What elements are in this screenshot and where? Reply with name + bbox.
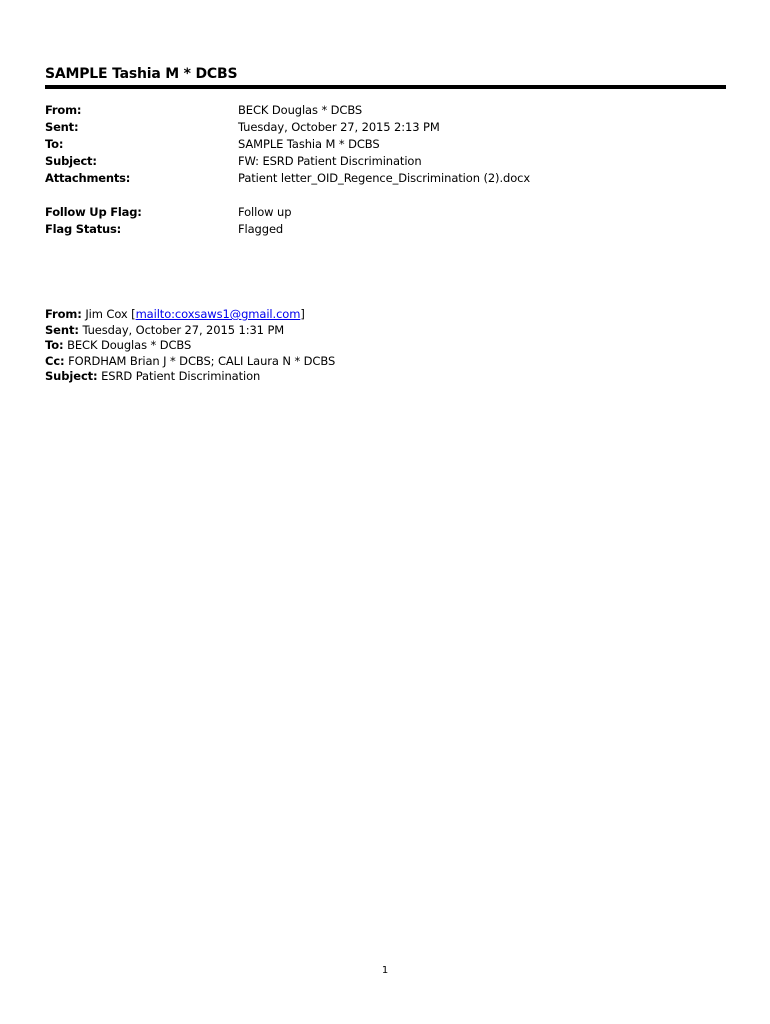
to-value: SAMPLE Tashia M * DCBS — [238, 137, 380, 151]
sender-email-link[interactable]: mailto:coxsaws1@gmail.com — [135, 307, 301, 321]
forwarded-cc-label: Cc: — [45, 353, 65, 368]
sent-label: Sent: — [45, 120, 79, 134]
from-label: From: — [45, 103, 82, 117]
page-number: 1 — [381, 965, 389, 976]
title-divider — [45, 85, 726, 89]
bracket-open: [ — [131, 307, 136, 321]
follow-up-flag-value: Follow up — [238, 205, 292, 219]
sent-value: Tuesday, October 27, 2015 2:13 PM — [238, 120, 440, 134]
header-row-flag-status — [45, 221, 291, 238]
forwarded-to-value: BECK Douglas * DCBS — [67, 338, 192, 353]
flag-status-label: Flag Status: — [45, 222, 122, 236]
attachment-filename[interactable]: Patient letter_OID_Regence_Discrimination (2).docx — [238, 171, 531, 185]
bracket-close: ] — [300, 307, 305, 321]
forwarded-cc-value: FORDHAM Brian J * DCBS; CALI Laura N * DCBS — [68, 353, 336, 368]
header-row-subject — [45, 153, 530, 170]
flag-header — [45, 204, 291, 238]
subject-label: Subject: — [45, 154, 97, 168]
forwarded-sent-line — [45, 323, 335, 339]
forwarded-subject-line — [45, 369, 335, 385]
document-title: SAMPLE Tashia M * DCBS — [45, 66, 238, 82]
forwarded-from-label: From: — [45, 307, 82, 321]
forwarded-message-header — [45, 307, 335, 385]
flag-status-value: Flagged — [238, 222, 284, 236]
header-row-from — [45, 102, 530, 119]
subject-value: FW: ESRD Patient Discrimination — [238, 154, 422, 168]
from-value: BECK Douglas * DCBS — [238, 103, 363, 117]
forwarded-subject-label: Subject: — [45, 369, 98, 384]
header-row-follow-up-flag — [45, 204, 291, 221]
forwarded-sent-value: Tuesday, October 27, 2015 1:31 PM — [82, 322, 285, 337]
forwarded-subject-value: ESRD Patient Discrimination — [101, 369, 261, 384]
forwarded-to-line — [45, 338, 335, 354]
header-row-to — [45, 136, 530, 153]
forwarded-sent-label: Sent: — [45, 322, 79, 337]
follow-up-flag-label: Follow Up Flag: — [45, 205, 142, 219]
to-label: To: — [45, 137, 64, 151]
attachments-label: Attachments: — [45, 171, 131, 185]
message-header — [45, 102, 530, 187]
forwarded-to-label: To: — [45, 338, 64, 353]
header-row-attachments — [45, 170, 530, 187]
header-row-sent — [45, 119, 530, 136]
forwarded-cc-line — [45, 354, 335, 370]
forwarded-from-name: Jim Cox — [85, 307, 128, 321]
forwarded-from-line — [45, 307, 335, 323]
